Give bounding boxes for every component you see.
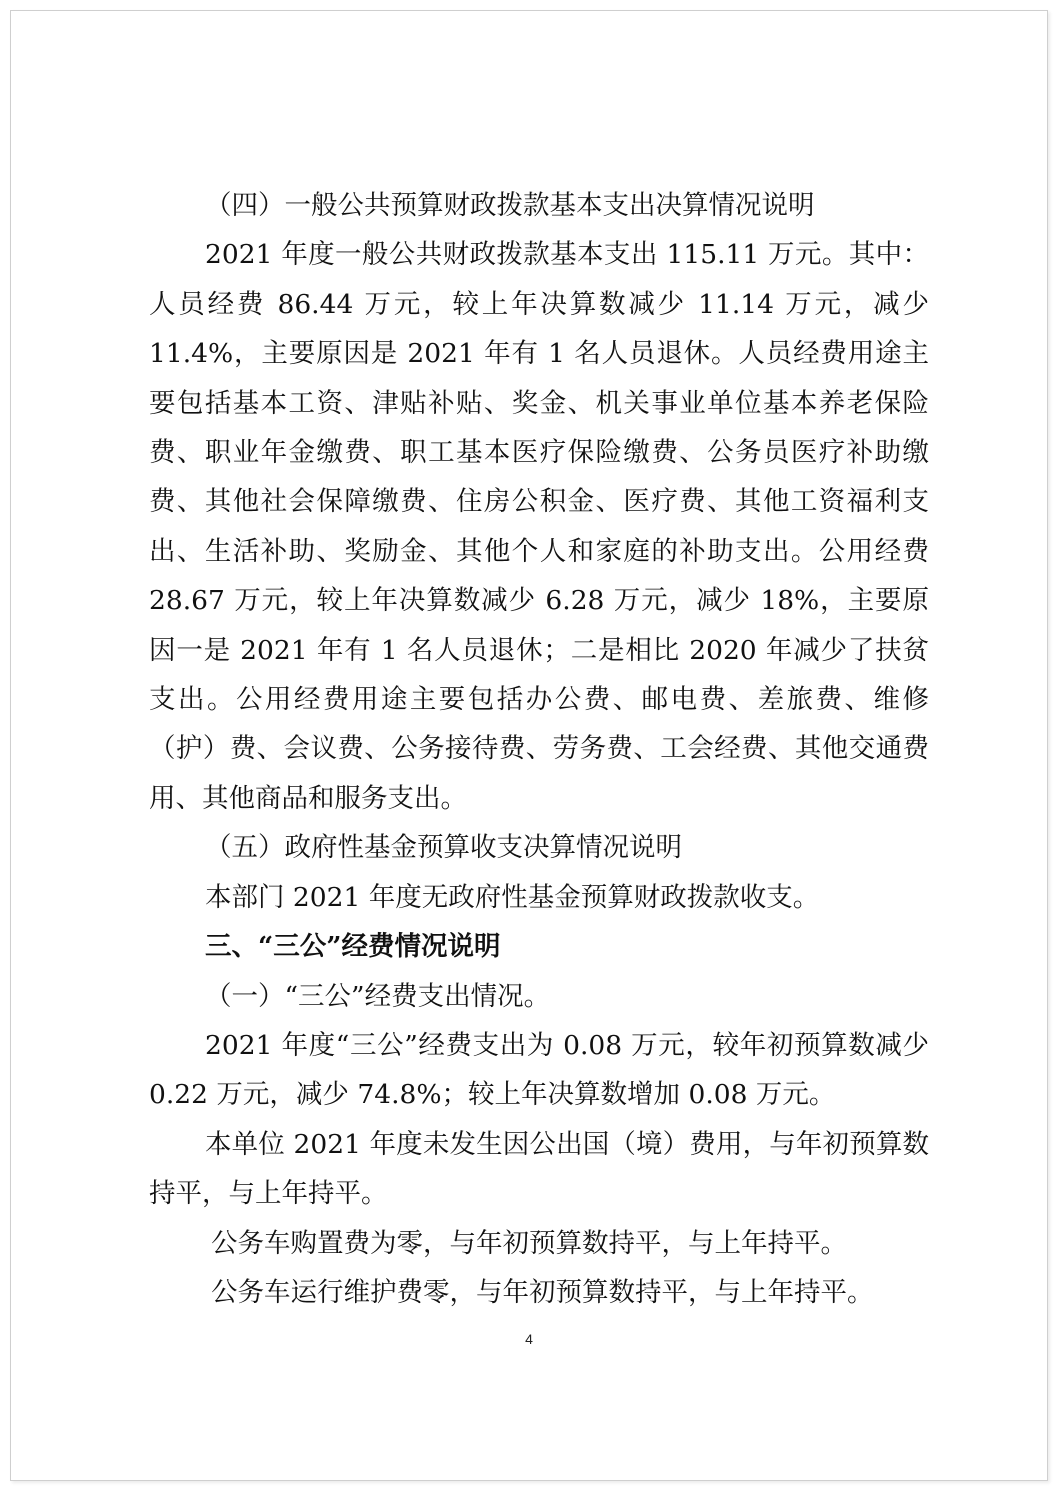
body-paragraph: 本单位 2021 年度未发生因公出国（境）费用，与年初预算数持平，与上年持平。 xyxy=(149,1128,929,1210)
document-body xyxy=(149,181,929,1317)
body-paragraph: 公务车购置费为零，与年初预算数持平，与上年持平。 xyxy=(211,1227,847,1259)
subsection-heading: （一）“三公”经费支出情况。 xyxy=(205,980,551,1012)
part-heading: 三、“三公”经费情况说明 xyxy=(205,931,501,963)
body-paragraph: 2021 年度“三公”经费支出为 0.08 万元，较年初预算数减少 0.22 万元，减少 74.8%；较上年决算数增加 0.08 万元。 xyxy=(149,1029,929,1111)
document-page xyxy=(10,10,1048,1481)
body-paragraph: 本部门 2021 年度无政府性基金预算财政拨款收支。 xyxy=(205,881,820,913)
body-paragraph: 2021 年度一般公共财政拨款基本支出 115.11 万元。其中：人员经费 86.44 万元，较上年决算数减少 11.14 万元，减少 11.4%，主要原因是 2021 年有 1 名人员退休。人员经费用途主要包括基本工资、津贴补贴、奖金、机关事业单位基本养老保险费、职业年金缴费、职工基本医疗保险缴费、公务员医疗补助缴费、其他社会保障缴费、住房公积金、医疗费、其他工资福利支出、生活补助、奖励金、其他个人和家庭的补助支出。公用经费 28.67 万元，较上年决算数减少 6.28 万元，减少 18%，主要原因一是 2021 年有 1 名人员退休；二是相比 2020 年减少了扶贫支出。公用经费用途主要包括办公费、邮电费、差旅费、维修（护）费、会议费、公务接待费、劳务费、工会经费、其他交通费用、其他商品和服务支出。 xyxy=(149,239,929,814)
section-heading: （五）政府性基金预算收支决算情况说明 xyxy=(205,832,682,864)
page-number: 4 xyxy=(525,1331,533,1347)
body-paragraph: 公务车运行维护费零，与年初预算数持平，与上年持平。 xyxy=(211,1276,874,1308)
section-heading: （四）一般公共预算财政拨款基本支出决算情况说明 xyxy=(205,190,815,221)
